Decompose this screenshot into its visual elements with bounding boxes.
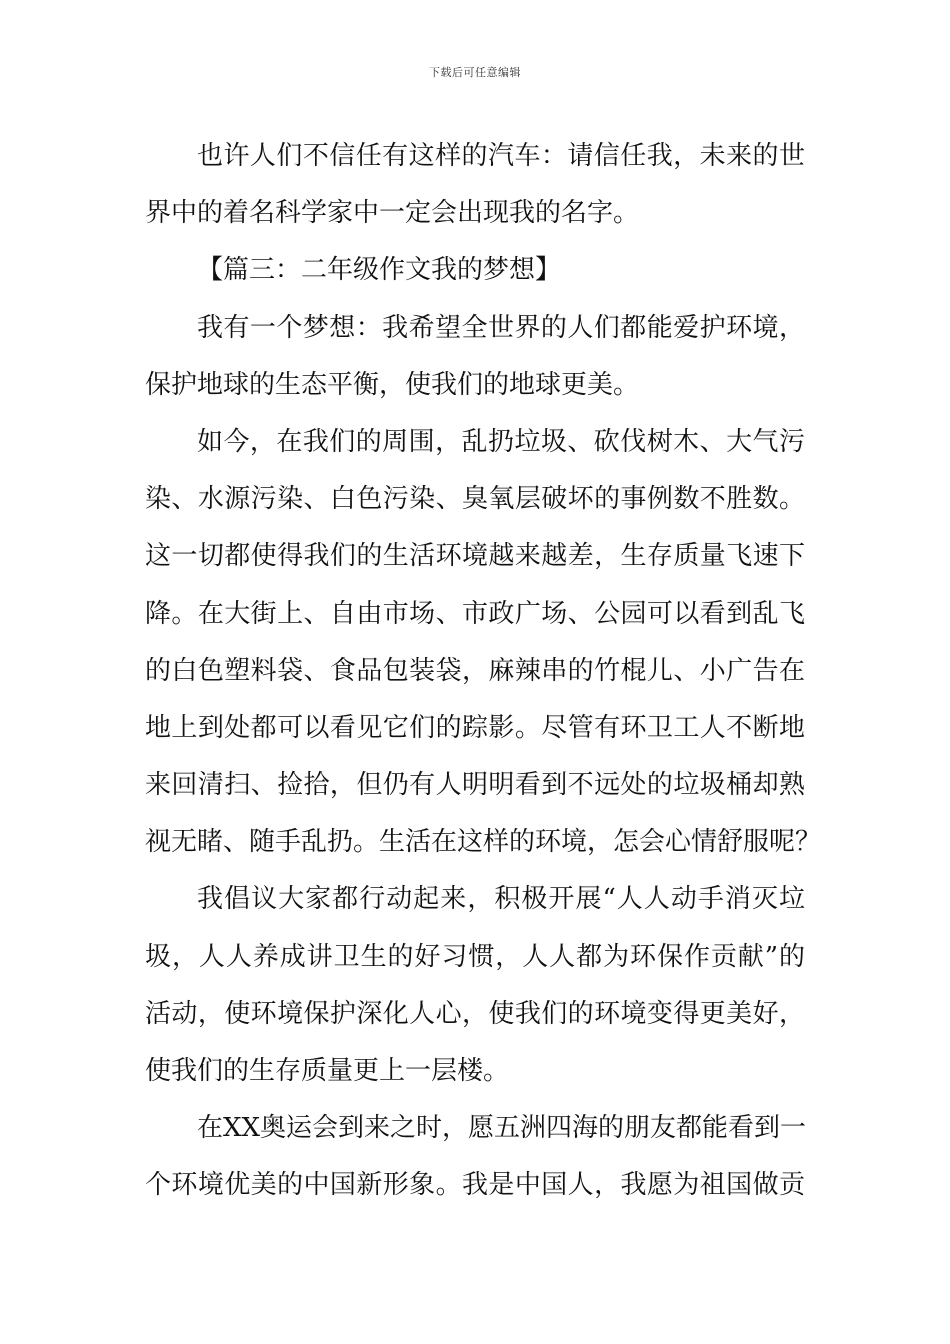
text-line: 染、水源污染、白色污染、臭氧层破坏的事例数不胜数。 <box>145 484 805 515</box>
text-line: 来回清扫、捡拾，但仍有人明明看到不远处的垃圾桶却熟 <box>145 770 805 801</box>
text-line: 视无睹、随手乱扔。生活在这样的环境，怎会心情舒服呢？ <box>145 827 822 858</box>
text-line: 圾，人人养成讲卫生的好习惯，人人都为环保作贡献”的 <box>145 941 805 972</box>
text-line: 的白色塑料袋、食品包装袋，麻辣串的竹棍儿、小广告在 <box>145 655 805 686</box>
text-line: 我有一个梦想：我希望全世界的人们都能爱护环境， <box>197 312 805 343</box>
text-line: 保护地球的生态平衡，使我们的地球更美。 <box>145 369 640 400</box>
text-line: 这一切都使得我们的生活环境越来越差，生存质量飞速下 <box>145 541 805 572</box>
document-body <box>145 128 822 1215</box>
text-line: 地上到处都可以看见它们的踪影。尽管有环卫工人不断地 <box>145 712 805 743</box>
text-line: 降。在大街上、自由市场、市政广场、公园可以看到乱飞 <box>145 598 805 629</box>
text-line: 界中的着名科学家中一定会出现我的名字。 <box>145 198 640 229</box>
text-line: 活动，使环境保护深化人心，使我们的环境变得更美好， <box>145 998 805 1029</box>
text-line: 也许人们不信任有这样的汽车：请信任我，未来的世 <box>197 141 805 171</box>
text-line: 使我们的生存质量更上一层楼。 <box>145 1056 510 1086</box>
section-heading: 【篇三：二年级作文我的梦想】 <box>197 255 562 286</box>
text-line: 在XX奥运会到来之时，愿五洲四海的朋友都能看到一 <box>197 1113 807 1144</box>
text-line: 如今，在我们的周围，乱扔垃圾、砍伐树木、大气污 <box>197 426 805 457</box>
text-line: 我倡议大家都行动起来，积极开展“人人动手消灭垃 <box>197 884 805 915</box>
page-header: 下载后可任意编辑 <box>429 66 521 79</box>
text-line: 个环境优美的中国新形象。我是中国人，我愿为祖国做贡 <box>145 1170 805 1201</box>
